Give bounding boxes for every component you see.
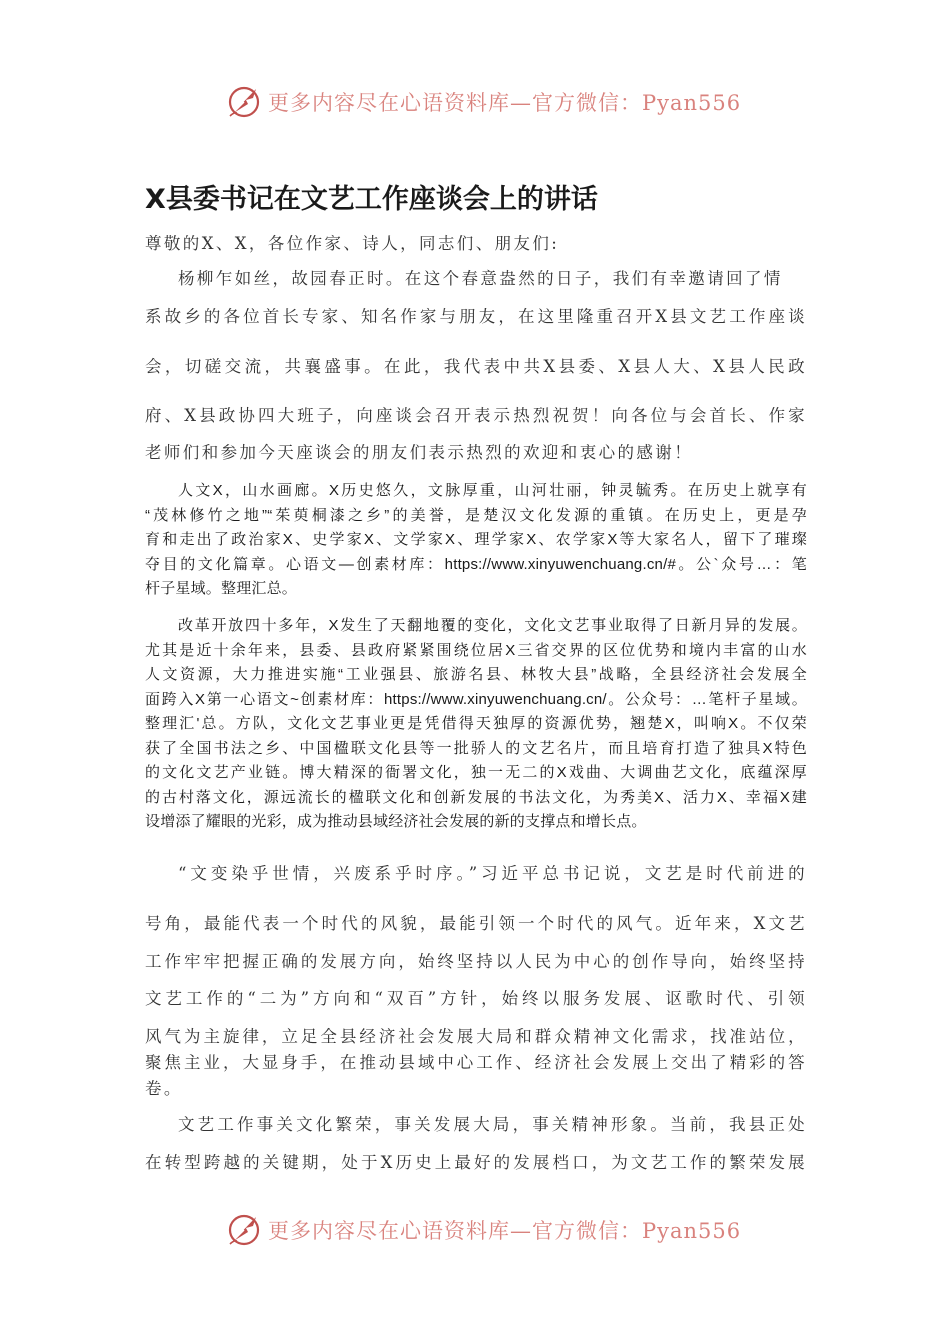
text-line: “茂林修竹之地”“茱萸桐漆之乡”的美誉，是楚汉文化发源的重镇。在历史上，更是孕 [145, 506, 807, 524]
text-line: 聚焦主业，大显身手，在推动县域中心工作、经济社会发展上交出了精彩的答 [145, 1053, 807, 1072]
header-banner [226, 82, 741, 122]
salutation-text: 尊敬的X、X，各位作家、诗人，同志们、朋友们: [145, 234, 560, 253]
text-line: 夺目的文化篇章。心语文—创素材库：https://www.xinyuwenchuang.cn/#。公`众号…：笔 [145, 555, 807, 573]
text-line: 号角，最能代表一个时代的风貌，最能引领一个时代的风气。近年来，X文艺 [145, 914, 807, 933]
text-line: 卷。 [145, 1079, 183, 1098]
banner-text: 更多内容尽在心语资料库—官方微信：Pyan556 [268, 91, 742, 115]
text-line: 整理汇'总。方队，文化文艺事业更是凭借得天独厚的资源优势，翘楚X，叫响X。不仅荣 [145, 715, 807, 732]
text-line: 人文资源，大力推进实施“工业强县、旅游名县、林牧大县”战略，全县经济社会发展全 [145, 666, 807, 683]
text-line: 获了全国书法之乡、中国楹联文化县等一批骄人的文艺名片，而且培育打造了独具X特色 [145, 739, 807, 757]
footer-banner [226, 1210, 741, 1250]
text-line: 在转型跨越的关键期，处于X历史上最好的发展档口，为文艺工作的繁荣发展 [145, 1153, 807, 1172]
text-line: 育和走出了政治家X、史学家X、文学家X、理学家X、农学家X等大家名人，留下了璀璨 [145, 531, 807, 548]
text-line: 老师们和参加今天座谈会的朋友们表示热烈的欢迎和衷心的感谢！ [145, 443, 694, 462]
text-line: 工作牢牢把握正确的发展方向，始终坚持以人民为中心的创作导向，始终坚持 [145, 952, 807, 971]
quill-logo-icon [226, 84, 262, 120]
page-title: X县委书记在文艺工作座谈会上的讲话 [145, 184, 598, 215]
text-line: “文变染乎世情，兴废系乎时序。”习近平总书记说，文艺是时代前进的 [178, 864, 807, 883]
text-line: 的古村落文化，源远流长的楹联文化和创新发展的书法文化，为秀美X、活力X、幸福X建 [145, 788, 807, 806]
text-line: 风气为主旋律，立足全县经济社会发展大局和群众精神文化需求，找准站位， [145, 1027, 807, 1046]
text-line: 会，切磋交流，共襄盛事。在此，我代表中共X县委、X县人大、X县人民政 [145, 357, 807, 376]
text-line: 府、X县政协四大班子，向座谈会召开表示热烈祝贺！向各位与会首长、作家 [145, 406, 807, 425]
paragraph-3 [145, 614, 807, 835]
banner-text: 更多内容尽在心语资料库—官方微信：Pyan556 [268, 1219, 742, 1243]
paragraph-2 [145, 479, 807, 602]
text-line: 的文化文艺产业链。博大精深的衙署文化，独一无二的X戏曲、大调曲艺文化，底蕴深厚 [145, 764, 807, 781]
text-line: 系故乡的各位首长专家、知名作家与朋友，在这里隆重召开X县文艺工作座谈 [145, 307, 807, 326]
text-line: 文艺工作的“二为”方向和“双百”方针，始终以服务发展、讴歌时代、引领 [145, 989, 807, 1008]
text-line: 杨柳乍如丝，故园春正时。在这个春意盎然的日子，我们有幸邀请回了情 [178, 269, 783, 288]
text-line: 尤其是近十余年来，县委、县政府紧紧围绕位居X三省交界的区位优势和境内丰富的山水 [145, 641, 807, 659]
quill-logo-icon [226, 1212, 262, 1248]
text-line: 杆子星域。整理汇总。 [145, 580, 298, 597]
salutation [145, 232, 807, 256]
text-line: 面跨入X第一心语文~创素材库：https://www.xinyuwenchuang.cn/。公众号：…笔杆子星域。 [145, 690, 807, 708]
text-line: 改革开放四十多年，X发生了天翻地覆的变化，文化文艺事业取得了日新月异的发展。 [178, 617, 807, 634]
text-line: 人文X，山水画廊。X历史悠久，文脉厚重，山河壮丽，钟灵毓秀。在历史上就享有 [178, 482, 807, 499]
text-line: 文艺工作事关文化繁荣，事关发展大局，事关精神形象。当前，我县正处 [178, 1115, 807, 1134]
text-line: 设增添了耀眼的光彩，成为推动县域经济社会发展的新的支撑点和增长点。 [145, 813, 647, 830]
